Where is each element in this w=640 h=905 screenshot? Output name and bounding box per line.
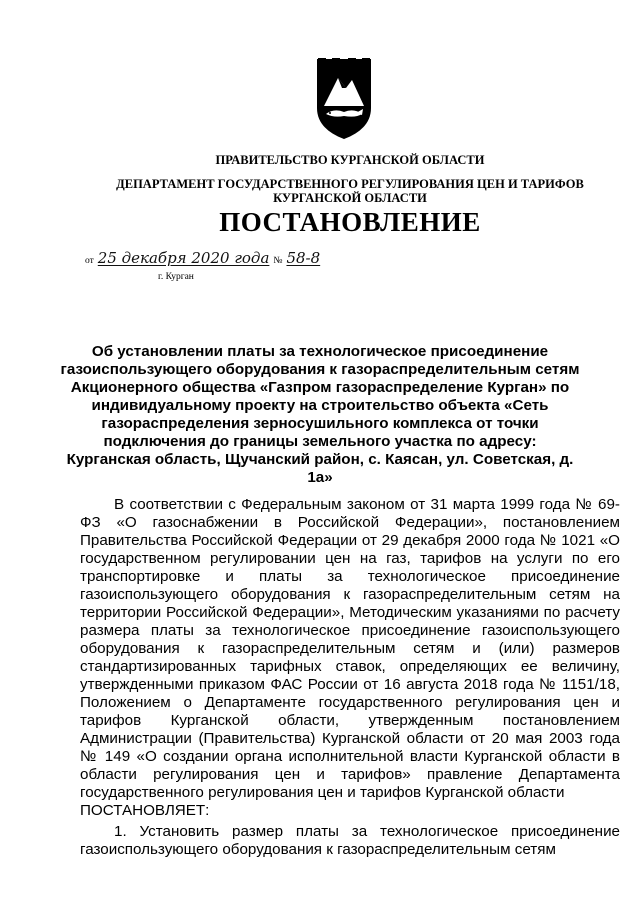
city-label: г. Курган bbox=[158, 272, 194, 282]
document-type-heading: ПОСТАНОВЛЕНИЕ bbox=[219, 207, 481, 237]
resolves-label: ПОСТАНОВЛЯЕТ: bbox=[80, 802, 210, 819]
document-body bbox=[80, 496, 620, 859]
document-number: 58-8 bbox=[286, 249, 321, 267]
coat-of-arms-icon bbox=[316, 58, 372, 140]
government-name: ПРАВИТЕЛЬСТВО КУРГАНСКОЙ ОБЛАСТИ bbox=[215, 153, 485, 167]
department-name-line1: ДЕПАРТАМЕНТ ГОСУДАРСТВЕННОГО РЕГУЛИРОВАНИЯ ЦЕН И ТАРИФОВ bbox=[116, 177, 584, 191]
document-number-line bbox=[85, 249, 320, 273]
clause-1: 1. Установить размер платы за технологическое присоединение газоиспользующего оборудования к газораспределительным сетям bbox=[80, 823, 620, 858]
number-sign: № bbox=[273, 256, 283, 266]
department-name-line2: КУРГАНСКОЙ ОБЛАСТИ bbox=[273, 191, 427, 205]
document-date: 25 декабря 2020 года bbox=[97, 249, 270, 267]
preamble-paragraph: В соответствии с Федеральным законом от 31 марта 1999 года № 69-ФЗ «О газоснабжении в Российской Федерации», постановлением Правительства Российской Федерации от 29 декабря 2000 года № 1021 «О государственном регулировании цен на газ, тарифов на услуги по его транспортировке и платы за технологическое присоединение газоиспользующего оборудования к газораспределительным сетям на территории Российской Федерации», Методическим указаниями по расчету размера платы за технологическое присоединение газоиспользующего оборудования к газораспределительным сетям и (или) размеров стандартизированных тарифных ставок, определяющих ее величину, утвержденными приказом ФАС России от 16 августа 2018 года № 1151/18, Положением о Департаменте государственного регулирования цен и тарифов Курганской области, утвержденным постановлением Администрации (Правительства) Курганской области от 20 мая 2003 года № 149 «О создании органа исполнительной власти Курганской области в области регулирования цен и тарифов» правление Департамента государственного регулирования цен и тарифов Курганской области bbox=[80, 496, 620, 801]
document-title: Об установлении платы за технологическое присоединение газоиспользующего оборудования к газораспределительным сетям Акционерного общества «Газпром газораспределение Курган» по индивидуальному проекту на строительство объекта «Сеть газораспределения зерносушильного комплекса от точки подключения до границы земельного участка по адресу: Курганская область, Щучанский район, с. Каясан, ул. Советская, д. 1а» bbox=[60, 343, 580, 486]
date-prefix: от bbox=[85, 256, 94, 266]
